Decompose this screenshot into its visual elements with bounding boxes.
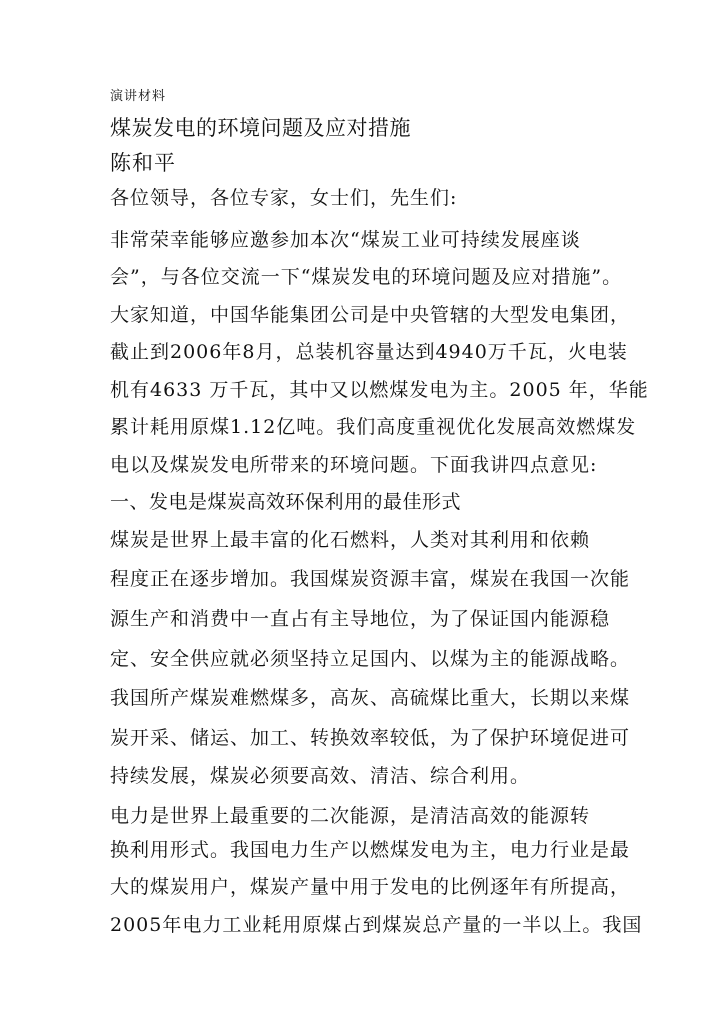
paragraph-line: 电力是世界上最重要的二次能源，是清洁高效的能源转	[110, 805, 591, 827]
paragraph-line: 非常荣幸能够应邀参加本次“煤炭工业可持续发展座谈	[110, 229, 581, 251]
paragraph-line: 程度正在逐步增加。我国煤炭资源丰富，煤炭在我国一次能	[110, 568, 631, 590]
paragraph-line: 电以及煤炭发电所带来的环境问题。下面我讲四点意见:	[110, 454, 598, 476]
paragraph-line: 累计耗用原煤1.12亿吨。我们高度重视优化发展高效燃煤发	[110, 416, 637, 438]
paragraph-line: 换利用形式。我国电力生产以燃煤发电为主，电力行业是最	[110, 839, 631, 861]
paragraph-line: 源生产和消费中一直占有主导地位，为了保证国内能源稳	[110, 608, 611, 630]
paragraph-line: 大的煤炭用户，煤炭产量中用于发电的比例逐年有所提高，	[110, 876, 631, 898]
document-label: 演讲材料	[110, 89, 167, 104]
paragraph-line: 会”，与各位交流一下“煤炭发电的环境问题及应对措施”。	[110, 266, 623, 288]
document-title: 煤炭发电的环境问题及应对措施	[110, 116, 411, 140]
paragraph-line: 截止到2006年8月，总装机容量达到4940万千瓦，火电装	[110, 341, 628, 363]
section-heading: 一、发电是煤炭高效环保利用的最佳形式	[110, 491, 462, 513]
paragraph-line: 炭开采、储运、加工、转换效率较低，为了保护环境促进可	[110, 727, 631, 749]
paragraph-line: 机有4633 万千瓦，其中又以燃煤发电为主。2005 年，华能	[110, 379, 649, 401]
document-author: 陈和平	[110, 151, 176, 175]
paragraph-line: 大家知道，中国华能集团公司是中央管辖的大型发电集团，	[110, 304, 631, 326]
paragraph-line: 我国所产煤炭难燃煤多，高灰、高硫煤比重大，长期以来煤	[110, 687, 631, 709]
paragraph-line: 煤炭是世界上最丰富的化石燃料，人类对其利用和依赖	[110, 529, 591, 551]
paragraph-line: 各位领导，各位专家，女士们，先生们:	[110, 187, 458, 209]
paragraph-line: 2005年电力工业耗用原煤占到煤炭总产量的一半以上。我国	[110, 914, 643, 936]
paragraph-line: 定、安全供应就必须坚持立足国内、以煤为主的能源战略。	[110, 648, 631, 670]
paragraph-line: 持续发展，煤炭必须要高效、清洁、综合利用。	[110, 765, 531, 787]
